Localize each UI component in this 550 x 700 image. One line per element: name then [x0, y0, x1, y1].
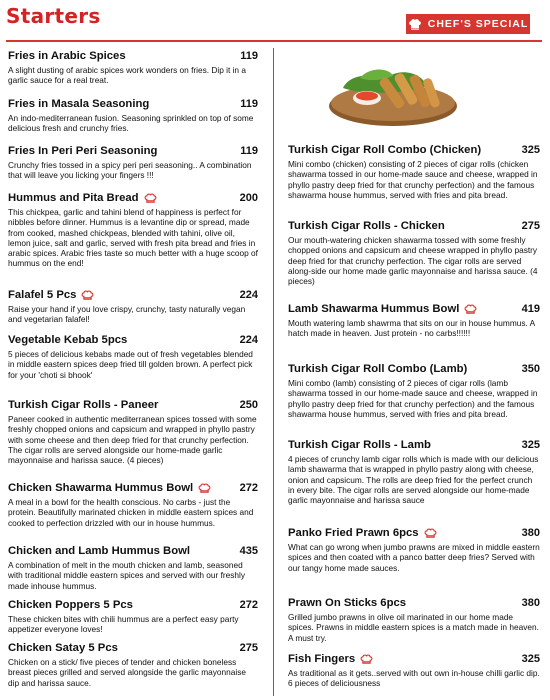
item-price: 250 — [239, 399, 258, 411]
item-description: Mouth watering lamb shawrma that sits on our in house hummus. A hatch made in heaven. Just protein - no carbs!!!!!! — [288, 318, 535, 339]
menu-item[interactable] — [8, 50, 258, 86]
item-price: 275 — [521, 220, 540, 232]
item-description: As traditional as it gets..served with out own in-house chilli garlic dip. 6 pieces of deliciousness — [288, 668, 540, 689]
item-name: Vegetable Kebab 5pcs — [8, 334, 128, 346]
header-divider — [6, 40, 542, 42]
item-name: Chicken Satay 5 Pcs — [8, 642, 118, 654]
item-name: Prawn On Sticks 6pcs — [288, 597, 407, 609]
item-description: A combination of melt in the mouth chicken and lamb, seasoned with traditional middle eastern spices and served with our freshly made inhouse hummus. — [8, 560, 246, 591]
item-price: 272 — [239, 482, 258, 494]
item-name: Fish Fingers — [288, 653, 356, 665]
item-price: 380 — [521, 597, 540, 609]
menu-item[interactable] — [288, 363, 540, 419]
menu-item[interactable] — [8, 642, 258, 688]
item-price: 435 — [239, 545, 258, 557]
item-name: Hummus and Pita Bread — [8, 192, 139, 204]
item-name: Turkish Cigar Rolls - Lamb — [288, 439, 431, 451]
item-description: Grilled jumbo prawns in olive oil marinated in our home made spices. Prawns in middle eastern spices is a match made in heaven. A must try. — [288, 612, 539, 643]
item-name: Chicken Poppers 5 Pcs — [8, 599, 133, 611]
item-description: A slight dusting of arabic spices work wonders on fries. Dip it in a garlic sauce for a real treat. — [8, 65, 246, 86]
menu-item[interactable] — [8, 599, 258, 635]
column-divider — [273, 48, 274, 696]
item-name: Turkish Cigar Roll Combo (Lamb) — [288, 363, 468, 375]
menu-item[interactable] — [288, 439, 540, 505]
menu-item[interactable] — [8, 289, 258, 325]
item-name: Chicken and Lamb Hummus Bowl — [8, 545, 191, 557]
item-price: 419 — [521, 303, 540, 315]
chefs-special-banner — [406, 14, 530, 34]
menu-item[interactable] — [288, 303, 540, 339]
menu-item[interactable] — [288, 597, 540, 643]
menu-item[interactable] — [8, 482, 258, 528]
menu-item[interactable] — [8, 192, 258, 269]
item-price: 119 — [240, 50, 258, 62]
menu-item[interactable] — [8, 399, 258, 465]
item-price: 380 — [521, 527, 540, 539]
item-description: 4 pieces of crunchy lamb cigar rolls which is made with our delicious lamb shawarma that is wrapped in phyllo pastry along with cheese, onion and capsicum. The rolls are deep fried for the perfect crunch in every bite. The cigar rolls are served alongside our home-made garlic mayonnaise and harissa sauce — [288, 454, 539, 506]
item-price: 325 — [521, 653, 540, 665]
page-title: Starters — [6, 4, 101, 28]
item-price: 200 — [239, 192, 258, 204]
item-description: What can go wrong when jumbo prawns are mixed in middle eastern spices and then coated with a panco batter deep fries? Served with our tangy home made sauces. — [288, 542, 540, 573]
item-price: 272 — [239, 599, 258, 611]
menu-item[interactable] — [288, 527, 540, 573]
chefs-special-label: CHEF'S SPECIAL — [427, 18, 529, 30]
item-description: 5 pieces of delicious kebabs made out of fresh vegetables blended in middle eastern spices deep fried till golden brown. A perfect pick for your 'choti si bhook' — [8, 349, 253, 380]
chef-hat-icon — [424, 528, 437, 539]
menu-item[interactable] — [288, 144, 540, 200]
item-description: This chickpea, garlic and tahini blend of happiness is perfect for nibbles before dinner. Hummus is a levantine dip or spread, made from cooked, mashed chickpeas, blended with tahini, olive oil, lemon juice, salt and garlic, served with fresh pita bread and fries in arabic spices. Arabic fries taste so much better with a huge scoop of hummus on the end! — [8, 207, 258, 269]
item-name: Fries in Arabic Spices — [8, 50, 126, 62]
item-name: Turkish Cigar Rolls - Chicken — [288, 220, 445, 232]
item-name: Turkish Cigar Roll Combo (Chicken) — [288, 144, 482, 156]
chef-hat-icon — [360, 654, 373, 665]
item-name: Turkish Cigar Rolls - Paneer — [8, 399, 159, 411]
menu-item[interactable] — [8, 98, 258, 134]
menu-item[interactable] — [288, 220, 540, 286]
item-price: 275 — [239, 642, 258, 654]
chef-hat-icon — [464, 304, 477, 315]
chef-hat-icon — [408, 18, 422, 30]
item-description: Chicken on a stick/ five pieces of tender and chicken boneless breast pieces grilled and served alongside the garlic mayonnaise dip and harissa sauce. — [8, 657, 246, 688]
item-description: A meal in a bowl for the health conscious. No carbs - just the protein. Beautifully marinated chicken in middle eastern spices and cooked to perfection drizzled with our in house hummus. — [8, 497, 254, 528]
item-price: 325 — [521, 439, 540, 451]
item-description: Raise your hand if you love crispy, crunchy, tasty naturally vegan and vegetarian falafel! — [8, 304, 246, 325]
item-description: Crunchy fries tossed in a spicy peri peri seasoning.. A combination that will leave you licking your fingers !!! — [8, 160, 252, 181]
menu-item[interactable] — [8, 145, 258, 181]
chef-hat-icon — [144, 193, 157, 204]
item-description: Paneer cooked in authentic mediterranean spices tossed with some freshly chopped onions and capsicum and wrapped in phyllo pastry with some cheese and then deep fried for that crunchy perfection. The cigar rolls are served alongside our home-made garlic mayonnaise and harissa sauce. (4 pieces) — [8, 414, 257, 466]
item-description: An indo-mediterranean fusion. Seasoning sprinkled on top of some delicious fresh and crunchy fries. — [8, 113, 254, 134]
chef-hat-icon — [198, 483, 211, 494]
menu-item[interactable] — [8, 334, 258, 380]
food-photo — [315, 48, 465, 128]
item-price: 224 — [239, 334, 258, 346]
item-name: Fries in Masala Seasoning — [8, 98, 150, 110]
item-description: Mini combo (lamb) consisting of 2 pieces of cigar rolls (lamb shawarma tossed in our home-made sauce and cheese, wrapped in phyllo pastry deep fried for that crunchy perfection) and the famous shawarma house hummus, served with fries and pita bread. — [288, 378, 538, 419]
item-price: 325 — [521, 144, 540, 156]
item-description: These chicken bites with chili hummus are a perfect easy party appetizer everyone loves! — [8, 614, 239, 635]
item-price: 224 — [239, 289, 258, 301]
item-name: Falafel 5 Pcs — [8, 289, 77, 301]
menu-item[interactable] — [288, 653, 540, 689]
item-name: Chicken Shawarma Hummus Bowl — [8, 482, 194, 494]
item-name: Fries In Peri Peri Seasoning — [8, 145, 158, 157]
item-name: Lamb Shawarma Hummus Bowl — [288, 303, 460, 315]
menu-item[interactable] — [8, 545, 258, 591]
item-description: Our mouth-watering chicken shawarma tossed with some freshly chopped onions and capsicum and cheese wrapped in phyllo pastry deep fried for that crunchy perfection. The cigar rolls are served along-side our home made garlic mayonnaise and harissa sauce. (4 pieces) — [288, 235, 538, 287]
item-price: 119 — [240, 145, 258, 157]
item-description: Mini combo (chicken) consisting of 2 pieces of cigar rolls (chicken shawarma tossed in our home-made sauce and cheese, wrapped in phyllo pastry deep fried for that crunchy perfection) and the famous shawarma house hummus, served with fries and pita bread. — [288, 159, 538, 200]
item-price: 119 — [240, 98, 258, 110]
chef-hat-icon — [81, 290, 94, 301]
item-price: 350 — [521, 363, 540, 375]
item-name: Panko Fried Prawn 6pcs — [288, 527, 419, 539]
